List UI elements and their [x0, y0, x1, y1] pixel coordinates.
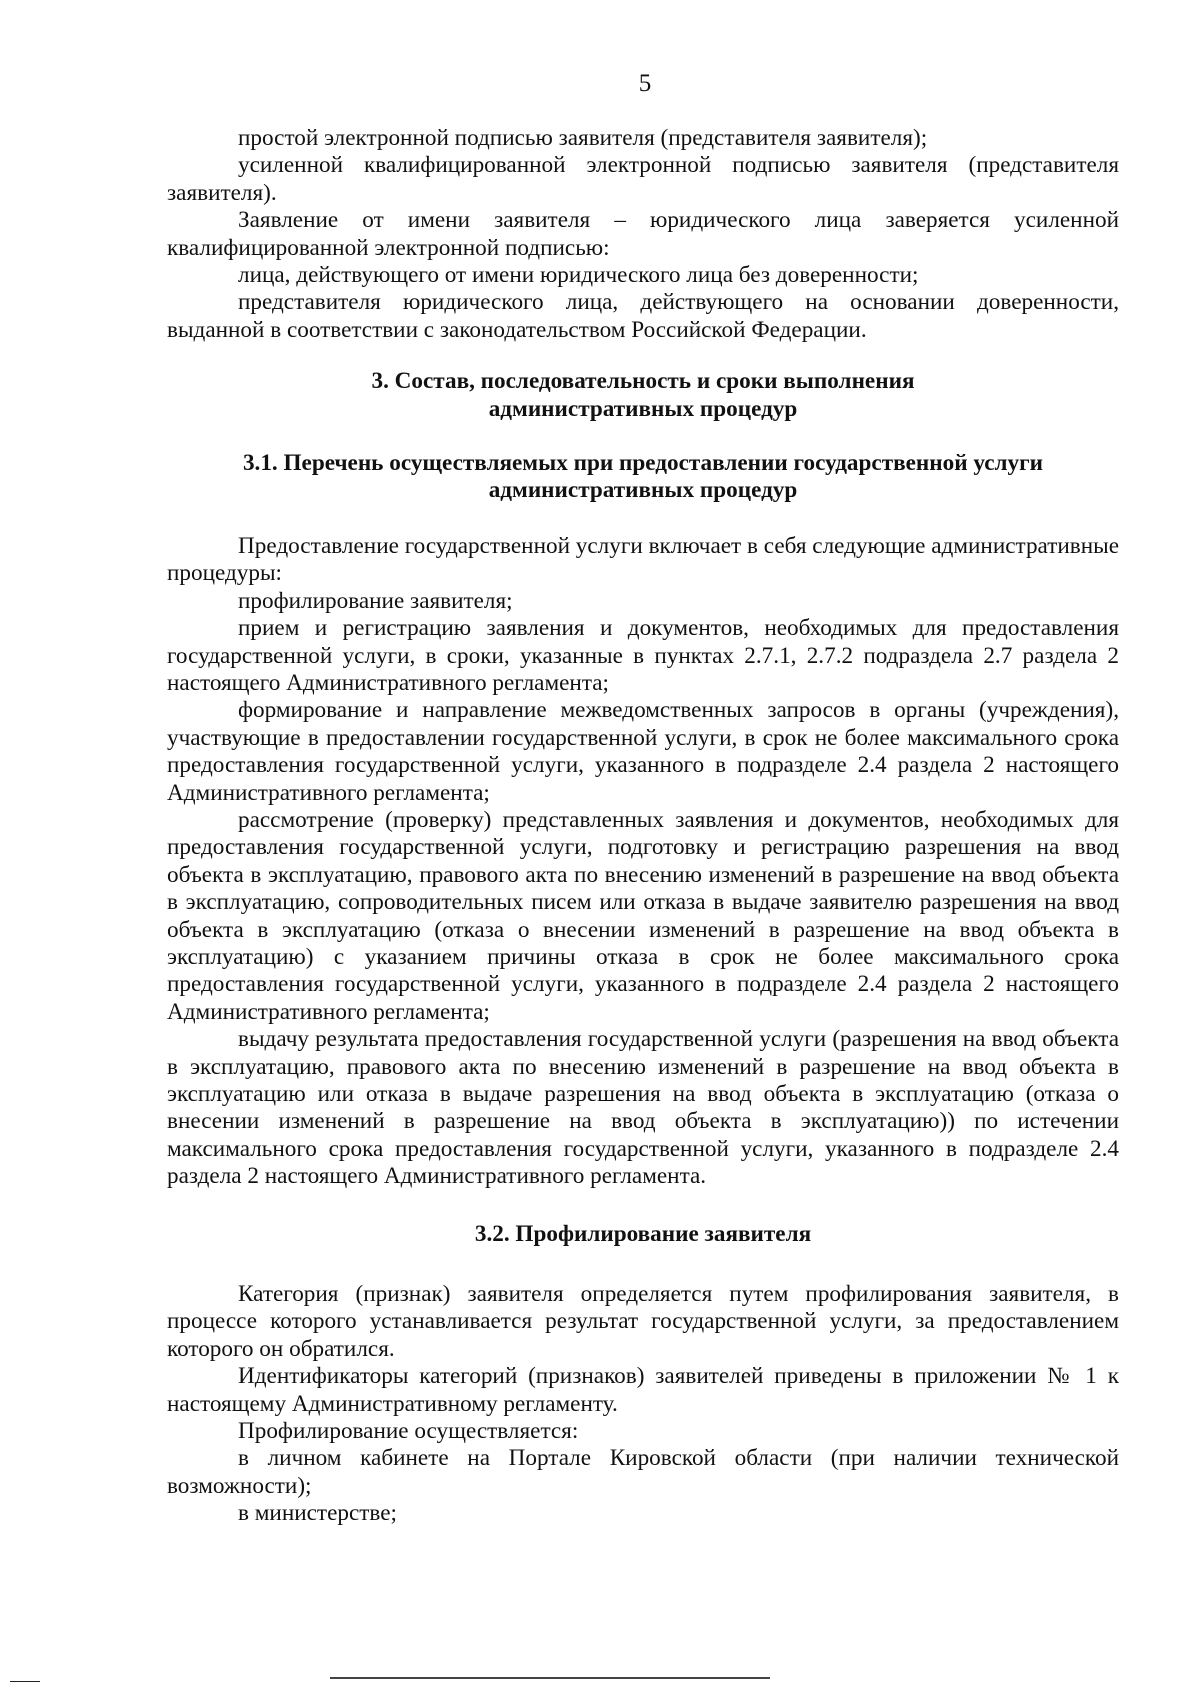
paragraph: усиленной квалифицированной электронной подписью заявителя (представителя заявителя).	[167, 152, 1119, 206]
section-heading-3-1	[167, 450, 1119, 505]
paragraph: выдачу результата предоставления государственной услуги (разрешения на ввод объекта в эксплуатацию, правового акта по внесению изменений в разрешение на ввод объекта в эксплуатацию или отказа в выдаче разрешения на ввод объекта в эксплуатацию (отказа о внесении изменений в разрешение на ввод объекта в эксплуатацию)) по истечении максимального срока предоставления государственной услуги, указанного в подразделе 2.4 раздела 2 настоящего Административного регламента.	[167, 1026, 1119, 1190]
paragraph: прием и регистрацию заявления и документов, необходимых для предоставления государственной услуги, в сроки, указанные в пунктах 2.7.1, 2.7.2 подраздела 2.7 раздела 2 настоящего Административного регламента;	[167, 615, 1119, 696]
paragraph: рассмотрение (проверку) представленных заявления и документов, необходимых для предоставления государственной услуги, подготовку и регистрацию разрешения на ввод объекта в эксплуатацию, правового акта по внесению изменений в разрешение на ввод объекта в эксплуатацию, сопроводительных писем или отказа в выдаче заявителю разрешения на ввод объекта в эксплуатацию (отказа о внесении изменений в разрешение на ввод объекта в эксплуатацию) с указанием причины отказа в срок не более максимального срока предоставления государственной услуги, указанного в подразделе 2.4 раздела 2 настоящего Административного регламента;	[167, 806, 1119, 1025]
section-heading-3-2: 3.2. Профилирование заявителя	[474, 1220, 812, 1247]
paragraph: профилирование заявителя;	[238, 587, 513, 614]
section-heading-3	[167, 368, 1119, 423]
page-number: 5	[638, 70, 652, 97]
section-heading-3-1-line2: административных процедур	[488, 477, 798, 504]
paragraph: простой электронной подписью заявителя (представителя заявителя);	[238, 125, 928, 151]
document-body	[167, 125, 1119, 1528]
paragraph: Профилирование осуществляется:	[238, 1418, 579, 1445]
paragraph: в министерстве;	[238, 1500, 397, 1527]
scan-edge-line	[10, 1681, 40, 1682]
paragraph: Категория (признак) заявителя определяется путем профилирования заявителя, в процессе которого устанавливается результат государственной услуги, за предоставлением которого он обратился.	[167, 1281, 1119, 1362]
paragraph: в личном кабинете на Портале Кировской области (при наличии технической возможности);	[167, 1445, 1119, 1499]
paragraph: Предоставление государственной услуги включает в себя следующие административные процедуры:	[167, 532, 1119, 587]
paragraph: формирование и направление межведомственных запросов в органы (учреждения), участвующие в предоставлении государственной услуги, в срок не более максимального срока предоставления государственной услуги, указанного в подразделе 2.4 раздела 2 настоящего Административного регламента;	[167, 697, 1119, 806]
section-heading-3-1-line1: 3.1. Перечень осуществляемых при предоставлении государственной услуги	[242, 450, 1044, 477]
scan-bottom-line	[330, 1677, 770, 1679]
section-heading-3-line1: 3. Состав, последовательность и сроки выполнения	[371, 368, 915, 395]
section-heading-3-line2: административных процедур	[488, 395, 798, 422]
paragraph: представителя юридического лица, действующего на основании доверенности, выданной в соответствии с законодательством Российской Федерации.	[167, 289, 1119, 343]
paragraph: лица, действующего от имени юридического лица без доверенности;	[238, 262, 919, 289]
paragraph: Заявление от имени заявителя – юридического лица заверяется усиленной квалифицированной электронной подписью:	[167, 207, 1119, 261]
paragraph: Идентификаторы категорий (признаков) заявителей приведены в приложении № 1 к настоящему Административному регламенту.	[167, 1363, 1119, 1417]
